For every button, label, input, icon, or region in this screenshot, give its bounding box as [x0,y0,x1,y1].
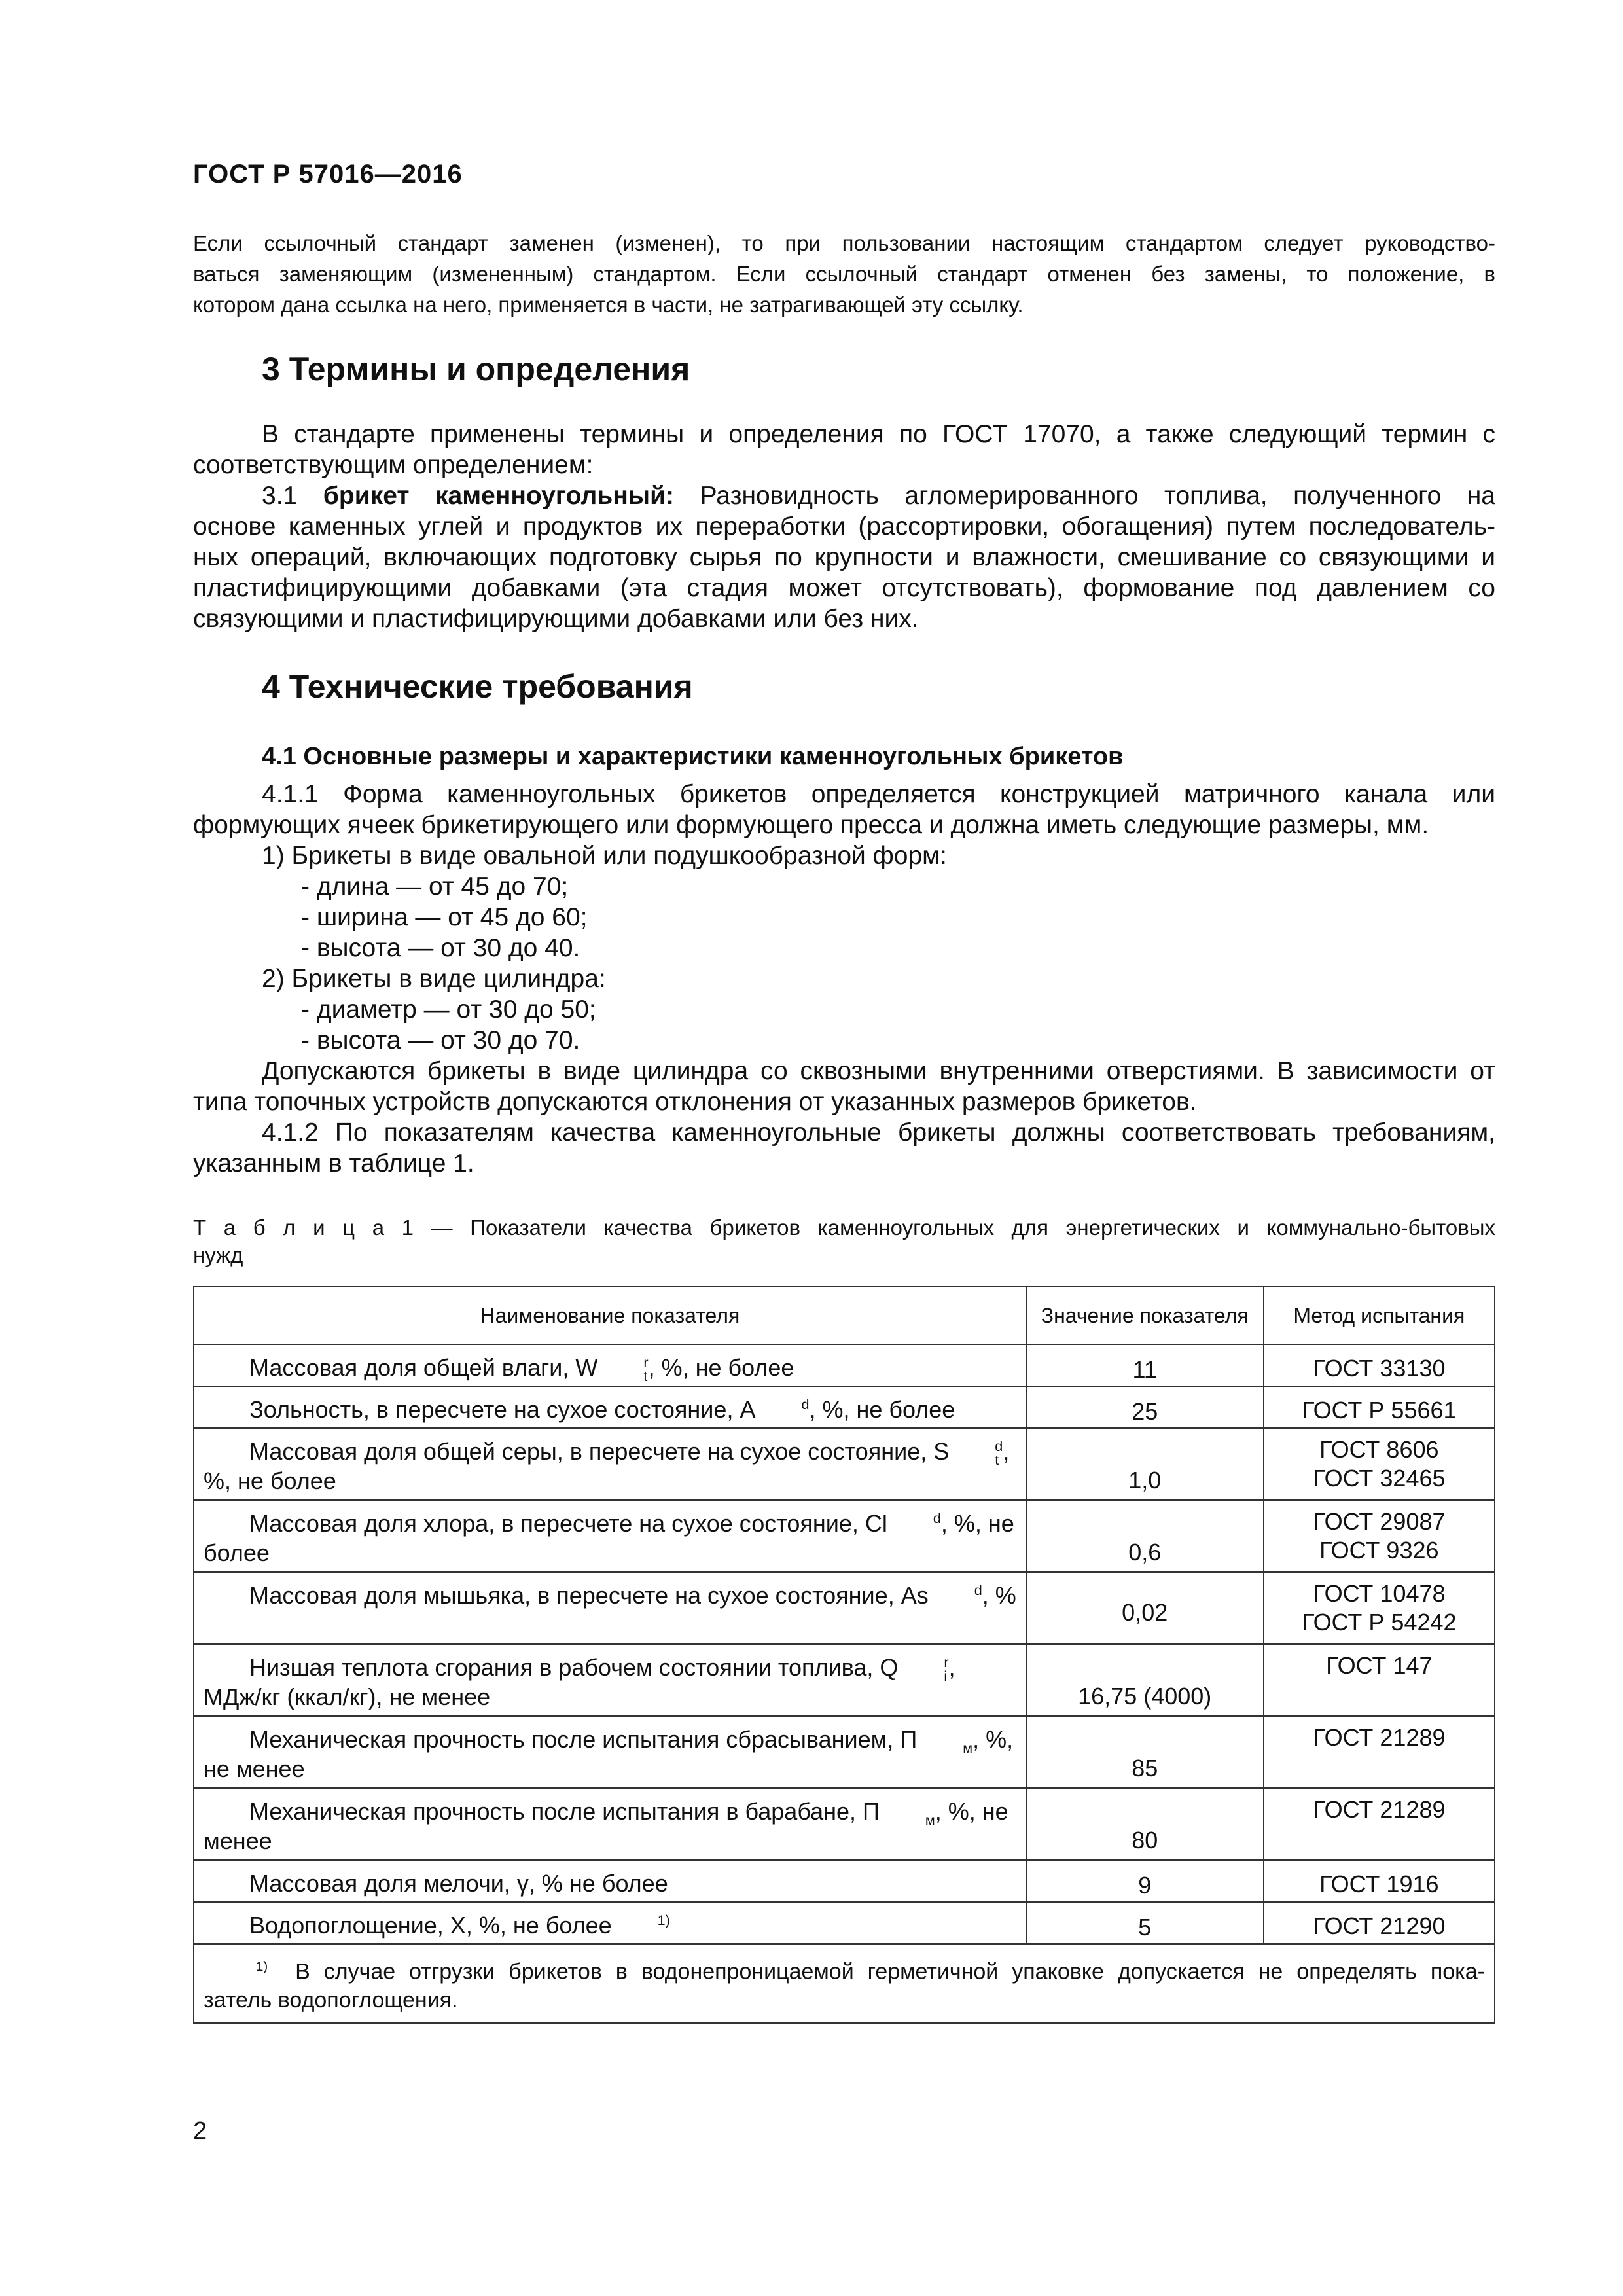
value-cell: 1,0 [1026,1428,1264,1500]
text-line: 4.1.1 Форма каменноугольных брикетов определяется конструкцией матричного канала или [262,780,1495,808]
footnote-line [204,1952,1485,1986]
value-cell: 80 [1026,1788,1264,1860]
subscript: t [995,1452,999,1469]
superscript: r [944,1653,949,1670]
test-method: ГОСТ 21290 [1313,1912,1446,1939]
value-cell: 0,6 [1026,1500,1264,1572]
subscript: м [963,1740,973,1757]
indicator-tail: , [1003,1438,1010,1465]
text-line: ваться заменяющим (измененным) стандартом. Если ссылочный стандарт отменен без замены, то положение, в [193,262,1495,286]
list-1-title: 1) Брикеты в виде овальной или подушкообразной форм: [262,842,947,870]
subscript: м [925,1812,935,1829]
indicator-name [204,1438,1016,1467]
term-name: брикет каменноугольный: [323,482,675,510]
table-footnote [194,1944,1495,2023]
list-item: - высота — от 30 до 40. [301,934,580,962]
method-cell [1264,1386,1495,1428]
test-method: ГОСТ Р 54242 [1302,1609,1457,1636]
indicator-name-cell [194,1386,1026,1428]
indicator-name-cell [194,1500,1026,1572]
method-cell [1264,1644,1495,1716]
table-row [194,1860,1495,1902]
superscript: 1) [657,1911,670,1928]
list-item: - высота — от 30 до 70. [301,1026,580,1054]
paragraph-4-1-1 [193,779,1495,840]
table-row [194,1902,1495,1944]
value-cell: 0,02 [1026,1572,1264,1644]
indicator-tail: , %, [972,1726,1014,1753]
indicator-text: Массовая доля мышьяка, в пересчете на сухое состояние, As [249,1582,929,1609]
subscript [612,1927,670,1941]
column-header: Значение показателя [1026,1287,1264,1344]
text-line: В стандарте применены термины и определения по ГОСТ 17070, а также следующий термин с [262,420,1495,448]
section-4-title: 4 Технические требования [262,668,693,705]
column-header: Метод испытания [1264,1287,1495,1344]
indicator-text: Массовая доля хлора, в пересчете на сухое состояние, Cl [249,1510,887,1537]
caption-prefix: Т а б л и ц а 1 — [193,1215,471,1240]
indicator-name-cell [194,1644,1026,1716]
paragraph-allowances [193,1056,1495,1179]
indicator-name [204,1510,1016,1539]
superscript: d [801,1395,810,1412]
term-definition-start: Разновидность агломерированного топлива, полученного на [700,482,1495,510]
indicator-text: Низшая теплота сгорания в рабочем состоянии топлива, Q [249,1654,899,1681]
method-cell [1264,1572,1495,1644]
test-method: ГОСТ 8606 [1319,1436,1439,1463]
table-row [194,1500,1495,1572]
subscript [929,1597,982,1611]
indicator-name-cell [194,1902,1026,1944]
indicator-symbol [917,1727,972,1755]
page-number: 2 [193,2117,207,2145]
list-item: - длина — от 45 до 70; [301,872,569,901]
indicator-name-cell [194,1788,1026,1860]
test-method: ГОСТ 21289 [1313,1796,1446,1823]
indicator-name [204,1396,1016,1426]
indicator-name [204,1654,1016,1683]
footnote-line: затель водопоглощения. [204,1988,458,2013]
text-line: соответствующим определением: [193,451,594,479]
method-cell [1264,1428,1495,1500]
method-cell [1264,1860,1495,1902]
caption-text: Показатели качества брикетов каменноугольных для энергетических и коммунально-бытовых [470,1215,1495,1240]
indicator-name [204,1798,1016,1827]
value-cell: 9 [1026,1860,1264,1902]
superscript [917,1727,972,1742]
column-header: Наименование показателя [194,1287,1026,1344]
test-method: ГОСТ 21289 [1313,1724,1446,1751]
value-cell: 11 [1026,1344,1264,1386]
test-method: ГОСТ 32465 [1313,1465,1446,1492]
test-method: ГОСТ 29087 [1313,1508,1446,1535]
table-header-row [194,1287,1495,1344]
indicator-tail: , % [982,1582,1016,1609]
text-line: типа топочных устройств допускаются отклонения от указанных размеров брикетов. [193,1088,1197,1116]
superscript: d [933,1509,941,1526]
value-cell: 16,75 (4000) [1026,1644,1264,1716]
indicator-name [204,1726,1016,1755]
subsection-4-1-title: 4.1 Основные размеры и характеристики каменноугольных брикетов [262,743,1124,770]
indicator-symbol [880,1799,935,1827]
caption-line [193,1214,1495,1242]
indicator-name-cell [194,1716,1026,1788]
subscript: i [944,1668,948,1685]
indicator-tail: , [948,1654,955,1681]
indicator-name [204,1354,1016,1384]
table-row [194,1386,1495,1428]
text-line: Допускаются брикеты в виде цилиндра со сквозными внутренними отверстиями. В зависимости от [262,1057,1495,1085]
test-method: ГОСТ Р 55661 [1302,1397,1457,1424]
indicator-name-continuation: менее [204,1827,272,1855]
indicator-name-continuation: не менее [204,1755,305,1783]
test-method: ГОСТ 147 [1326,1652,1433,1679]
indicator-symbol [612,1913,670,1941]
table-row [194,1644,1495,1716]
text-line: ных операций, включающих подготовку сырья по крупности и влажности, смешивание со связующими и [193,543,1495,571]
text-line: пластифицирующими добавками (эта стадия может отсутствовать), формование под давлением со [193,574,1495,602]
value-cell: 85 [1026,1716,1264,1788]
method-cell [1264,1716,1495,1788]
indicator-text: Зольность, в пересчете на сухое состояние, A [249,1396,756,1423]
footnote-mark: 1) [256,1960,268,1974]
indicator-text: Механическая прочность после испытания сбрасыванием, П [249,1726,918,1753]
indicator-text: Массовая доля общей влаги, W [249,1354,598,1381]
subscript: t [643,1368,648,1385]
term-definition-line [193,480,1495,511]
indicator-name-continuation: МДж/кг (ккал/кг), не менее [204,1683,491,1711]
indicator-name [204,1912,1016,1941]
indicator-text: Массовая доля мелочи, γ, % не более [249,1870,668,1897]
footnote-text: В случае отгрузки брикетов в водонепроницаемой герметичной упаковке допускается не определять пока- [295,1959,1486,1984]
indicator-name-cell [194,1572,1026,1644]
list-item: - диаметр — от 30 до 50; [301,996,596,1024]
indicator-name-continuation: %, не более [204,1467,336,1495]
indicator-name-cell [194,1344,1026,1386]
table-row [194,1716,1495,1788]
indicator-name-cell [194,1428,1026,1500]
indicator-name [204,1870,1016,1897]
text-line: связующими и пластифицирующими добавками или без них. [193,605,919,633]
indicator-symbol [887,1511,941,1539]
indicator-tail: , %, не более [809,1396,955,1423]
intro-paragraph [193,228,1495,320]
table-footnote-row [194,1944,1495,2023]
indicator-name [204,1582,1016,1611]
text-line: котором дана ссылка на него, применяется в части, не затрагивающей эту ссылку. [193,293,1024,317]
section-3-title: 3 Термины и определения [262,351,690,387]
text-line: 4.1.2 По показателям качества каменноугольные брикеты должны соответствовать требованиям, [262,1119,1495,1147]
indicator-name-continuation: более [204,1539,270,1567]
table-caption [193,1214,1495,1269]
list-item: - ширина — от 45 до 60; [301,903,588,931]
superscript: r [643,1354,649,1371]
caption-line: нужд [193,1243,243,1267]
test-method: ГОСТ 10478 [1313,1580,1446,1607]
indicator-tail: , %, не [940,1510,1014,1537]
subscript [755,1411,809,1426]
subscript [887,1525,941,1539]
indicator-name-cell [194,1860,1026,1902]
table-row [194,1428,1495,1500]
superscript: d [995,1437,1003,1454]
indicator-symbol [755,1397,809,1426]
value-cell: 25 [1026,1386,1264,1428]
indicator-tail: , %, не [935,1798,1008,1825]
method-cell [1264,1500,1495,1572]
test-method: ГОСТ 1916 [1319,1871,1439,1897]
value-cell: 5 [1026,1902,1264,1944]
indicator-text: Массовая доля общей серы, в пересчете на сухое состояние, S [249,1438,950,1465]
indicator-text: Водопоглощение, X, %, не более [249,1912,612,1939]
indicator-symbol [949,1439,1003,1467]
superscript [880,1799,935,1814]
method-cell [1264,1344,1495,1386]
term-number: 3.1 [262,482,298,510]
method-cell [1264,1788,1495,1860]
text-line: указанным в таблице 1. [193,1149,474,1177]
test-method: ГОСТ 33130 [1313,1355,1446,1382]
superscript: d [974,1581,982,1598]
section-3-paragraph [193,419,1495,634]
document-header: ГОСТ Р 57016—2016 [193,160,463,188]
method-cell [1264,1902,1495,1944]
indicator-symbol [898,1655,948,1683]
list-2-title: 2) Брикеты в виде цилиндра: [262,965,606,993]
indicator-symbol [597,1355,648,1384]
table-row [194,1788,1495,1860]
indicator-tail: , %, не более [648,1354,794,1381]
test-method: ГОСТ 9326 [1319,1537,1439,1564]
indicator-text: Механическая прочность после испытания в барабане, П [249,1798,880,1825]
indicator-symbol [929,1583,982,1611]
table-row [194,1572,1495,1644]
text-line: Если ссылочный стандарт заменен (изменен), то при пользовании настоящим стандартом следует руководство- [193,231,1495,255]
text-line: формующих ячеек брикетирующего или формующего пресса и должна иметь следующие размеры, мм. [193,811,1429,839]
text-line: основе каменных углей и продуктов их переработки (рассортировки, обогащения) путем последователь- [193,512,1495,541]
quality-table [193,1286,1495,2024]
table-row [194,1344,1495,1386]
